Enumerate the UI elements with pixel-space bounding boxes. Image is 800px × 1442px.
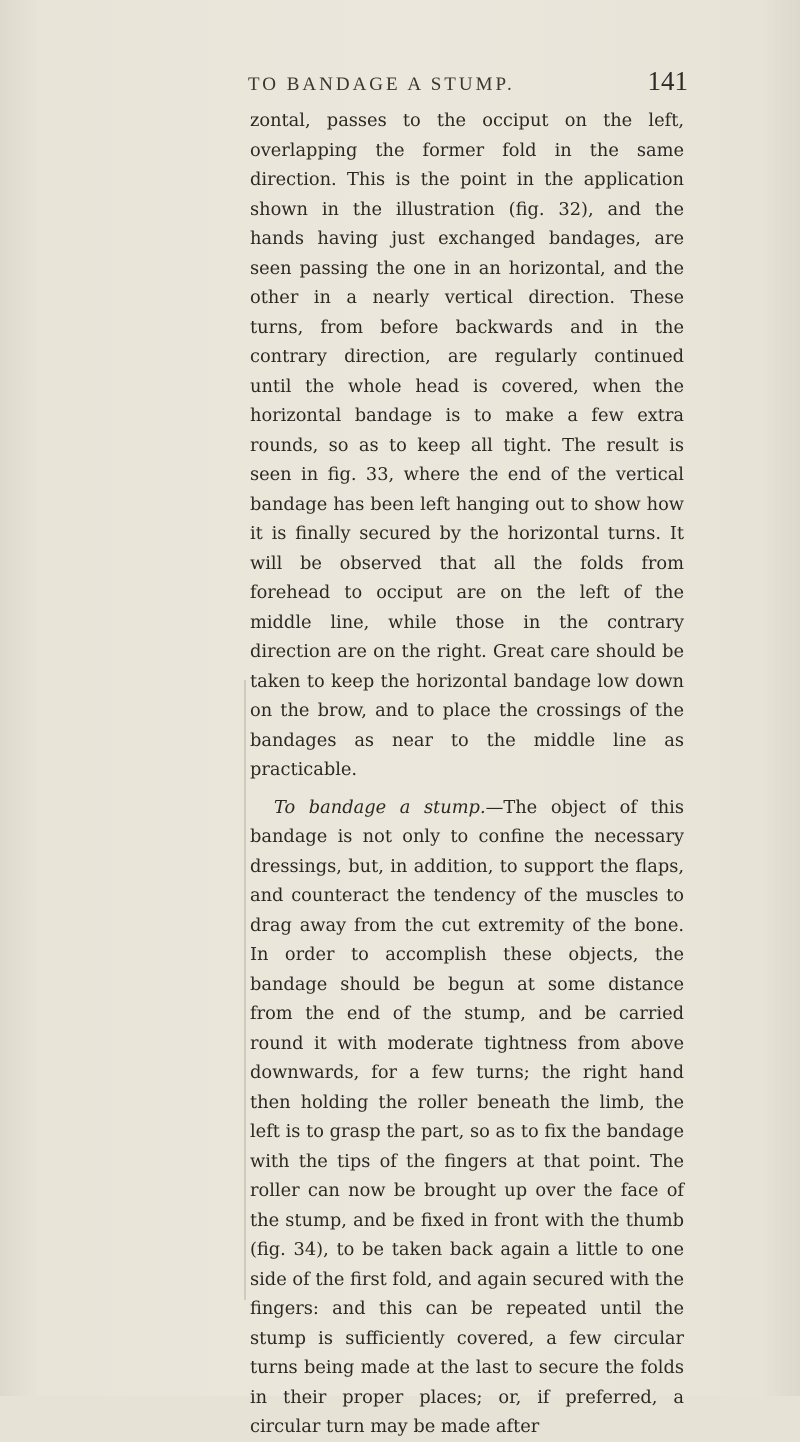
paragraph-continued	[250, 106, 684, 785]
page-number: 141	[647, 66, 688, 96]
paragraph-text: —The object of this bandage is not only to confine the necessary dressings, but, in addition, to support the flaps, and counteract the tendency of the muscles to drag away from the cut extremity of the bone. In order to accomplish these objects, the bandage should be begun at some distance from the end of the stump, and be carried round it with moderate tightness from above downwards, for a few turns; the right hand then holding the roller beneath the limb, the left is to grasp the part, so as to fix the bandage with the tips of the fingers at that point. The roller can now be brought up over the face of the stump, and be fixed in front with the thumb (fig. 34), to be taken back again a little to one side of the first fold, and again secured with the fingers: and this can be repeated until the stump is sufficiently covered, a few circular turns being made at the last to secure the folds in their proper places; or, if preferred, a circular turn may be made after	[250, 796, 684, 1437]
paragraph-stump	[250, 793, 684, 1442]
paragraph-lead-italic: To bandage a stump.	[274, 796, 486, 818]
page-header	[248, 66, 688, 97]
gutter-shadow	[244, 680, 246, 1300]
paragraph-text: zontal, passes to the occiput on the left, overlapping the former fold in the same direction. This is the point in the application shown in the illustration (fig. 32), and the hands having just exchanged bandages, are seen passing the one in an horizontal, and the other in a nearly vertical direction. These turns, from before backwards and in the contrary direction, are regularly continued until the whole head is covered, when the horizontal bandage is to make a few extra rounds, so as to keep all tight. The result is seen in fig. 33, where the end of the vertical bandage has been left hanging out to show how it is finally secured by the horizontal turns. It will be observed that all the folds from forehead to occiput are on the left of the middle line, while those in the contrary direction are on the right. Great care should be taken to keep the horizontal bandage low down on the brow, and to place the crossings of the bandages as near to the middle line as practicable.	[250, 110, 684, 780]
body-text	[250, 106, 684, 1442]
running-head: TO BANDAGE A STUMP.	[248, 74, 515, 95]
